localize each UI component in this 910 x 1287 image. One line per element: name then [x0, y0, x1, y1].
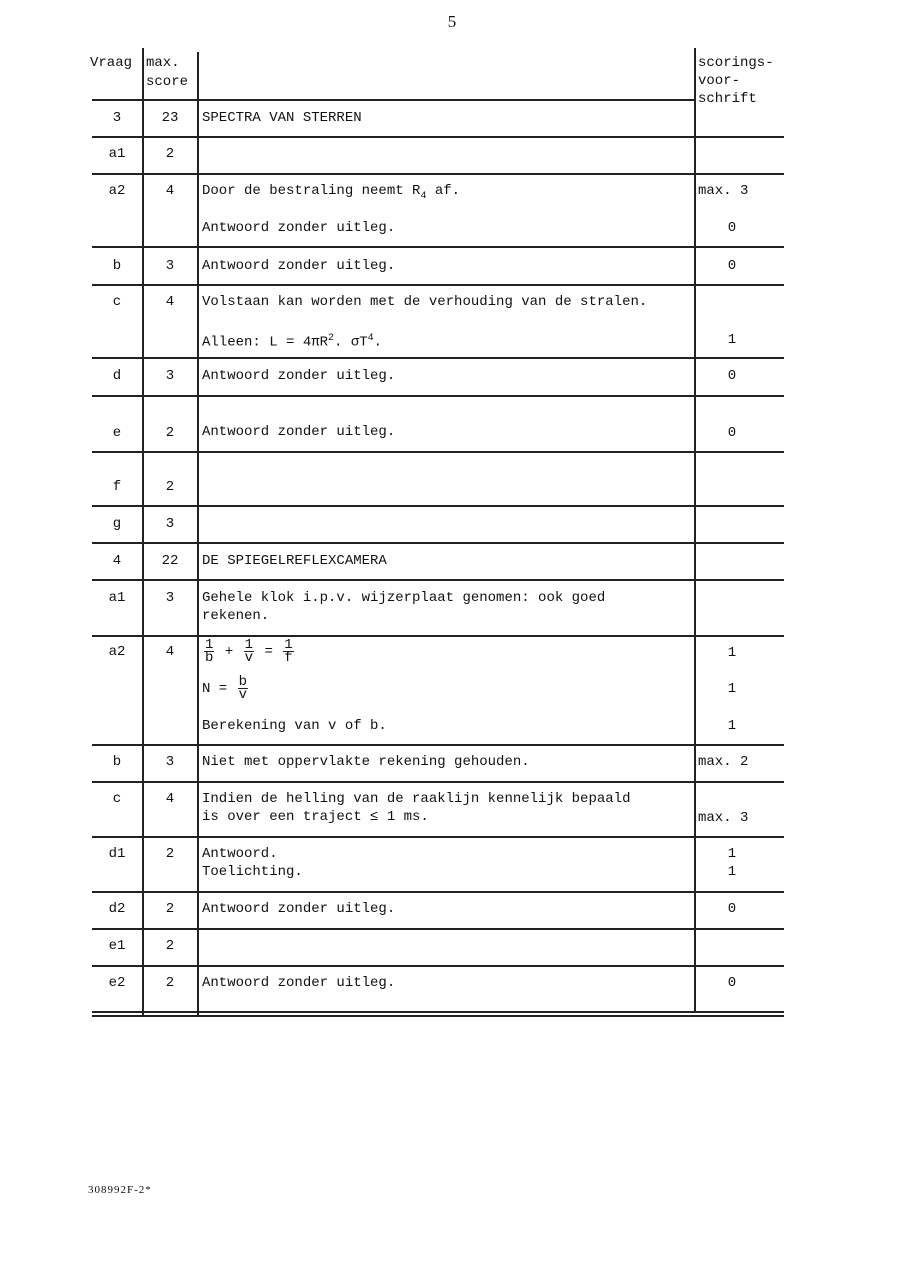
criterion-text: Antwoord zonder uitleg. — [202, 975, 396, 991]
score-cell: 0 — [727, 258, 737, 274]
row-rule — [92, 246, 784, 248]
fraction: $\frac{1}{f}$ — [284, 636, 293, 666]
row-rule — [92, 173, 784, 175]
row-rule — [92, 579, 784, 581]
header-scoring-line2: voor- — [698, 73, 741, 89]
max-cell: 4 — [165, 644, 175, 660]
row-rule — [92, 891, 784, 893]
criterion-text: Antwoord zonder uitleg. — [202, 368, 396, 384]
score-cell: 1 — [727, 332, 737, 348]
criterion-text: Antwoord. — [202, 846, 278, 862]
vraag-cell: a2 — [108, 183, 126, 199]
table-end-rule — [92, 1015, 784, 1017]
criterion-text: Berekening van v of b. — [202, 718, 387, 734]
max-cell: 2 — [165, 146, 175, 162]
fraction: $\frac{1}{v}$ — [244, 636, 254, 666]
score-cell: 0 — [727, 425, 737, 441]
vraag-cell: c — [112, 791, 122, 807]
max-cell: 4 — [165, 294, 175, 310]
max-cell: 3 — [165, 516, 175, 532]
section-title: SPECTRA VAN STERREN — [202, 110, 362, 126]
max-cell: 4 — [165, 183, 175, 199]
criterion-text: Indien de helling van de raaklijn kennelijk bepaald — [202, 791, 631, 807]
formula-text: Alleen: $L = 4\pi R^2$. $\sigma T^4$. — [202, 333, 383, 351]
vraag-cell: c — [112, 294, 122, 310]
vraag-cell: f — [112, 479, 122, 495]
criterion-text: Gehele klok i.p.v. wijzerplaat genomen: ook goed — [202, 590, 606, 606]
vraag-cell: d — [112, 368, 122, 384]
header-scoring-line3: schrift — [698, 91, 757, 107]
page-number: 5 — [447, 12, 457, 31]
row-rule — [92, 542, 784, 544]
max-cell: 3 — [165, 258, 175, 274]
max-cell: 2 — [165, 479, 175, 495]
score-cell: max. 3 — [698, 810, 749, 826]
row-rule — [92, 928, 784, 930]
max-cell: 2 — [165, 846, 175, 862]
score-cell: 1 — [727, 846, 737, 862]
vraag-cell: b — [112, 258, 122, 274]
criterion-text: Antwoord zonder uitleg. — [202, 258, 396, 274]
row-rule — [92, 357, 784, 359]
header-scoring-line1: scorings- — [698, 55, 774, 71]
vraag-cell: d2 — [108, 901, 126, 917]
row-rule — [92, 836, 784, 838]
max-cell: 2 — [165, 938, 175, 954]
vraag-cell: a1 — [108, 590, 126, 606]
vraag-cell: b — [112, 754, 122, 770]
criterion-text: Volstaan kan worden met de verhouding van de stralen. — [202, 294, 648, 310]
vraag-cell: g — [112, 516, 122, 532]
criterion-text: Toelichting. — [202, 864, 303, 880]
row-rule — [92, 781, 784, 783]
criterion-text: is over een traject ≤ 1 ms. — [202, 809, 429, 825]
row-rule — [92, 505, 784, 507]
row-rule — [92, 395, 784, 397]
score-cell: max. 2 — [698, 754, 749, 770]
row-rule — [92, 284, 784, 286]
score-cell: 1 — [727, 681, 737, 697]
table-end-rule — [92, 1011, 784, 1013]
document-code: 308992F-2* — [88, 1184, 152, 1196]
score-cell: 0 — [727, 975, 737, 991]
criterion-text: rekenen. — [202, 608, 270, 624]
row-rule — [92, 744, 784, 746]
score-cell: 0 — [727, 368, 737, 384]
row-rule — [92, 965, 784, 967]
criterion-text: Antwoord zonder uitleg. — [202, 424, 396, 440]
section-title: DE SPIEGELREFLEXCAMERA — [202, 553, 387, 569]
vraag-cell: e2 — [108, 975, 126, 991]
score-cell: 1 — [727, 864, 737, 880]
vraag-cell: 4 — [112, 553, 122, 569]
score-cell: 1 — [727, 718, 737, 734]
header-max-line1: max. — [146, 55, 180, 71]
header-vraag: Vraag — [90, 55, 133, 71]
vraag-cell: a2 — [108, 644, 126, 660]
row-rule — [92, 451, 784, 453]
header-rule — [92, 99, 694, 101]
max-cell: 3 — [165, 590, 175, 606]
criterion-text: Niet met oppervlakte rekening gehouden. — [202, 754, 530, 770]
score-cell: 0 — [727, 901, 737, 917]
vraag-cell: e1 — [108, 938, 126, 954]
score-cell: 1 — [727, 645, 737, 661]
criterion-text: Antwoord zonder uitleg. — [202, 220, 396, 236]
vraag-cell: e — [112, 425, 122, 441]
column-divider — [694, 48, 696, 1012]
header-max-line2: score — [146, 74, 189, 90]
max-cell: 3 — [165, 754, 175, 770]
vraag-cell: a1 — [108, 146, 126, 162]
score-cell: max. 3 — [698, 183, 749, 199]
max-cell: 3 — [165, 368, 175, 384]
fraction: $\frac{b}{v}$ — [238, 673, 248, 703]
column-divider — [197, 52, 199, 1016]
score-cell: 0 — [727, 220, 737, 236]
lens-formula: $\frac{1}{b}$ + $\frac{1}{v}$ = $\frac{1}{f}$ — [205, 636, 293, 666]
max-cell: 23 — [161, 110, 179, 126]
vraag-cell: 3 — [112, 110, 122, 126]
max-cell: 2 — [165, 425, 175, 441]
max-cell: 22 — [161, 553, 179, 569]
criterion-text: Door de bestraling neemt $R_4$ af. — [202, 183, 461, 202]
row-rule — [92, 136, 784, 138]
criterion-text: Antwoord zonder uitleg. — [202, 901, 396, 917]
max-cell: 4 — [165, 791, 175, 807]
row-rule — [92, 635, 784, 637]
magnification-formula: N = $\frac{b}{v}$ — [202, 673, 248, 703]
max-cell: 2 — [165, 901, 175, 917]
vraag-cell: d1 — [108, 846, 126, 862]
max-cell: 2 — [165, 975, 175, 991]
fraction: $\frac{1}{b}$ — [205, 636, 214, 666]
